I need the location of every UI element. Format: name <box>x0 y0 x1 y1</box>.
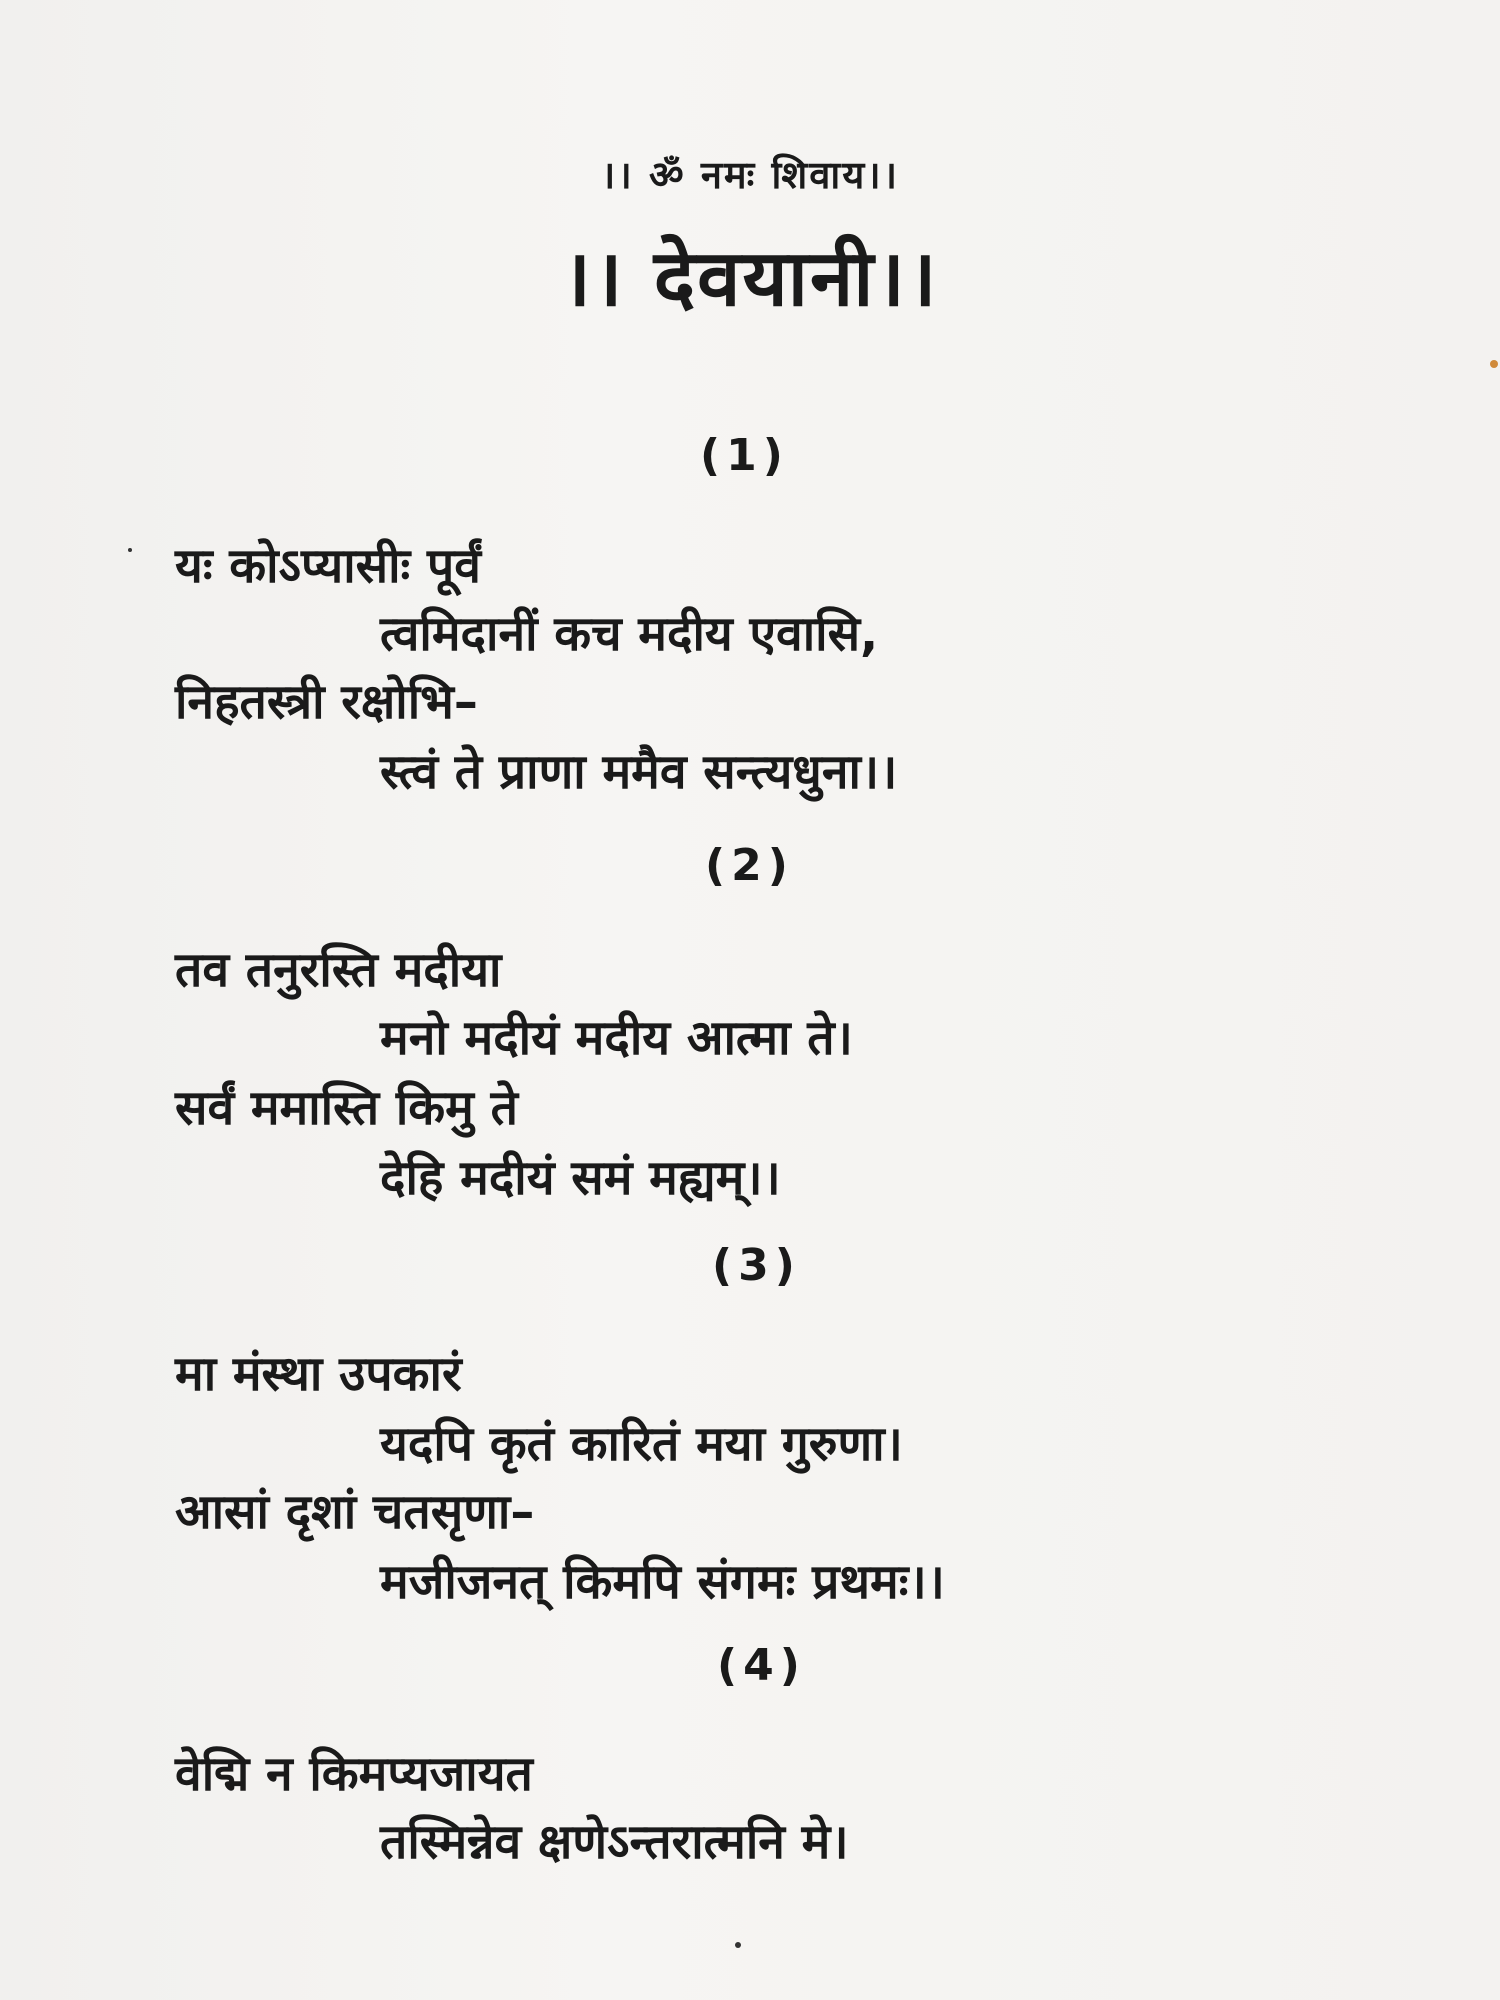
verse-number-1: (1) <box>700 430 789 481</box>
verse-4-line-2: तस्मिन्नेव क्षणेऽन्तरात्मनि मे। <box>380 1814 849 1870</box>
page-title: ।। देवयानी।। <box>561 234 939 324</box>
scan-speck <box>1490 360 1498 368</box>
verse-number-2: (2) <box>705 840 794 891</box>
invocation-heading: ।। ॐ नमः शिवाय।। <box>600 153 900 197</box>
verse-3-line-1: मा मंस्था उपकारं <box>175 1346 462 1402</box>
verse-2-line-3: सर्वं ममास्ति किमु ते <box>175 1080 518 1136</box>
verse-1-line-3: निहतस्त्री रक्षोभि– <box>175 674 478 730</box>
verse-1-line-1: यः कोऽप्यासीः पूर्वं <box>175 538 481 594</box>
verse-3-line-3: आसां दृशां चतसृणा– <box>175 1484 535 1540</box>
verse-number-3: (3) <box>712 1240 801 1291</box>
scan-speck <box>128 548 132 552</box>
verse-number-4: (4) <box>717 1640 806 1691</box>
verse-3-line-2: यदपि कृतं कारितं मया गुरुणा। <box>380 1416 903 1472</box>
verse-4-line-1: वेद्मि न किमप्यजायत <box>175 1746 533 1802</box>
scan-speck <box>735 1942 741 1948</box>
verse-1-line-2: त्वमिदानीं कच मदीय एवासि, <box>380 606 879 662</box>
verse-2-line-1: तव तनुरस्ति मदीया <box>175 942 502 998</box>
verse-3-line-4: मजीजनत् किमपि संगमः प्रथमः।। <box>380 1554 945 1610</box>
verse-2-line-2: मनो मदीयं मदीय आत्मा ते। <box>380 1010 853 1066</box>
verse-2-line-4: देहि मदीयं समं मह्यम्।। <box>380 1150 781 1206</box>
verse-1-line-4: स्त्वं ते प्राणा ममैव सन्त्यधुना।। <box>380 744 898 800</box>
